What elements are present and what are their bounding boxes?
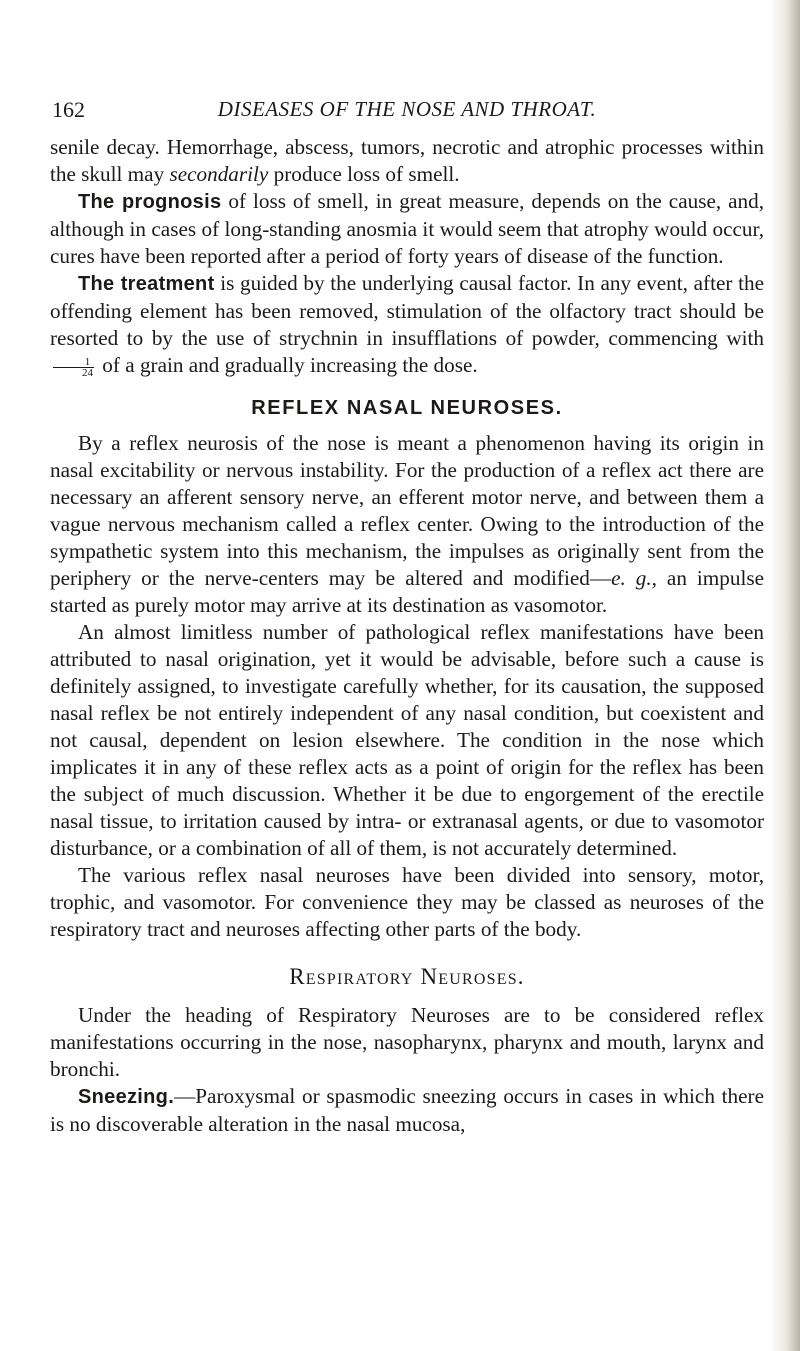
running-head (50, 96, 764, 128)
fraction-one-twenty-fourth: $\frac{1}{24}$ (53, 357, 94, 378)
section-heading-reflex-nasal-neuroses: REFLEX NASAL NEUROSES. (251, 397, 563, 419)
sneezing-lead: Sneezing. (78, 1086, 175, 1108)
paragraph-sneezing: Sneezing.—Paroxysmal or spasmodic sneezing occurs in cases in which there is no discoverable alteration in the nasal mucosa, (50, 1084, 764, 1136)
paragraph-classification: The various reflex nasal neuroses have been divided into sensory, motor, trophic, and vasomotor. For convenience they may be classed as neuroses of the respiratory tract and neuroses affecting other parts of the body. (50, 863, 764, 941)
paragraph-treatment: The treatment is guided by the underlying causal factor. In any event, after the offending element has been removed, stimulation of the olfactory tract should be resorted to by the use of strychnin in insufflations of powder, commencing with $\frac{1}{24}$ of a grain and gradually increasing the dose. (50, 271, 764, 379)
section-heading-respiratory-neuroses: Respiratory Neuroses. (289, 964, 525, 989)
book-page (50, 96, 764, 1138)
paragraph-senile-decay: senile decay. Hemorrhage, abscess, tumors, necrotic and atrophic processes within the skull may secondarily produce loss of smell. (50, 135, 764, 186)
paragraph-reflex-definition: By a reflex neurosis of the nose is meant a phenomenon having its origin in nasal excitability or nervous instability. For the production of a reflex act there are necessary an afferent sensory nerve, an efferent motor nerve, and between them a vague nervous mechanism called a reflex center. Owing to the introduction of the sympathetic system into this mechanism, the impulses as originally sent from the periphery or the nerve-centers may be altered and modified—e. g., an impulse started as purely motor may arrive at its destination as vasomotor. (50, 431, 764, 617)
treatment-lead: The treatment (78, 273, 215, 295)
page-number: 162 (52, 97, 85, 122)
paragraph-prognosis: The prognosis of loss of smell, in great measure, depends on the cause, and, although in cases of long-standing anosmia it would seem that atrophy would occur, cures have been reported after a period of forty years of disease of the function. (50, 189, 765, 268)
running-title: DISEASES OF THE NOSE AND THROAT. (217, 97, 597, 121)
page-edge-shadow (770, 0, 800, 1351)
paragraph-pathological-reflex: An almost limitless number of pathological reflex manifestations have been attributed to nasal origination, yet it would be advisable, before such a cause is definitely assigned, to investigate carefully whether, for its causation, the supposed nasal reflex be not entirely independent of any nasal condition, but coexistent and not causal, dependent on lesion elsewhere. The condition in the nose which implicates it in any of these reflex acts as a point of origin for the reflex has been the subject of much discussion. Whether it be due to engorgement of the erectile nasal tissue, to irritation caused by intra- or extranasal agents, or due to vasomotor disturbance, or a combination of all of them, is not accurately determined. (50, 620, 764, 860)
prognosis-lead: The prognosis (78, 191, 222, 213)
paragraph-respiratory-neuroses: Under the heading of Respiratory Neuroses are to be considered reflex manifestations occurring in the nose, nasopharynx, pharynx and mouth, larynx and bronchi. (50, 1003, 764, 1081)
